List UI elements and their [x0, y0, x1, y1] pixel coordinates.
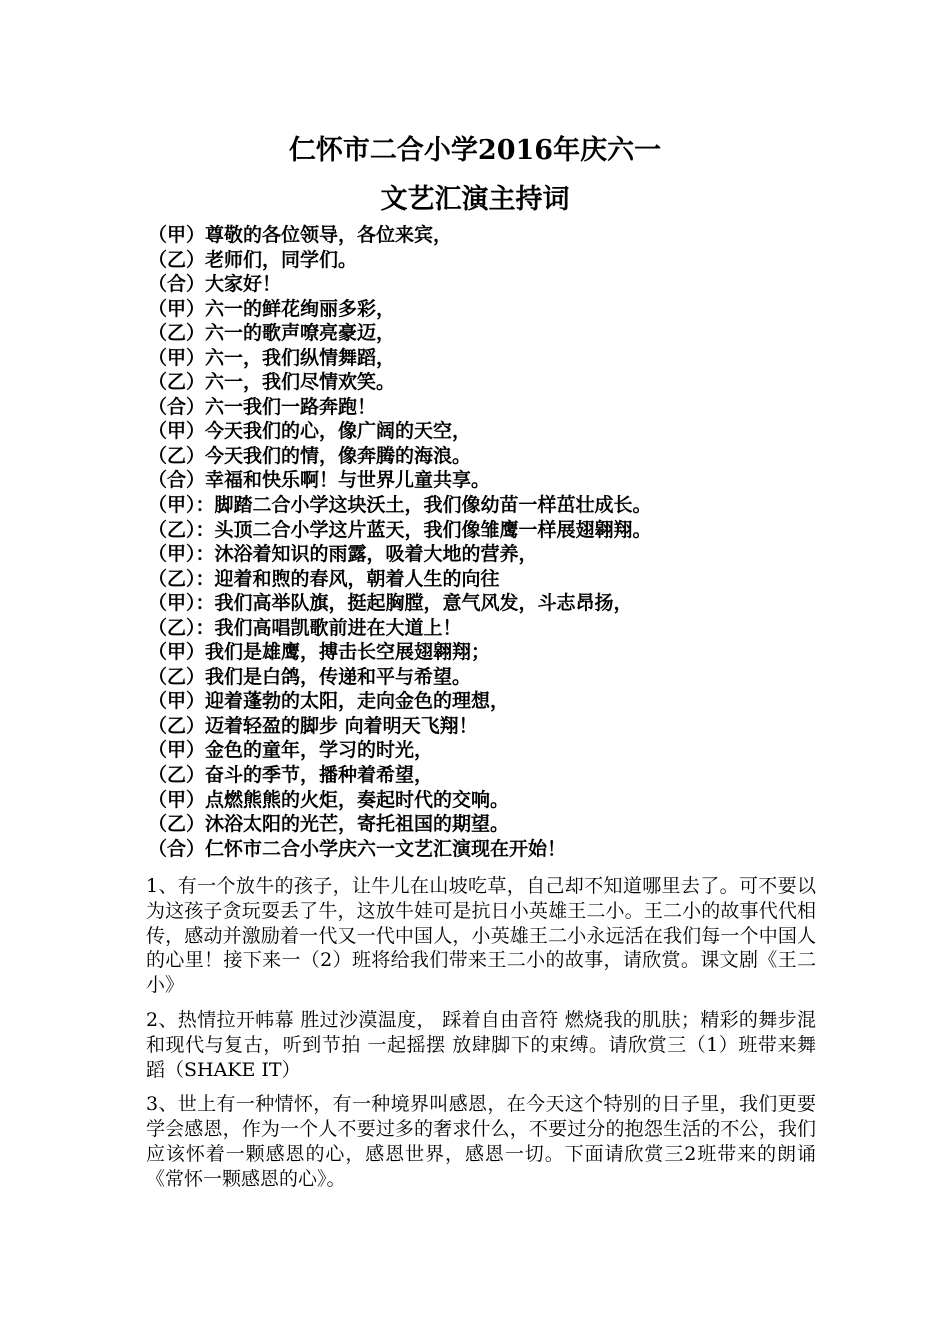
dialogue-line: （合）幸福和快乐啊！与世界儿童共享。: [148, 469, 491, 492]
dialogue-line: （甲）：沐浴着知识的雨露，吸着大地的营养，: [148, 543, 538, 566]
dialogue-line: （乙）：迎着和煦的春风，朝着人生的向往: [148, 567, 500, 590]
dialogue-line: （合）仁怀市二合小学庆六一文艺汇演现在开始！: [148, 837, 567, 860]
dialogue-line: （甲）金色的童年，学习的时光，: [148, 739, 434, 762]
program-introductions: [146, 874, 816, 1202]
dialogue-line: （甲）六一的鲜花绚丽多彩，: [148, 297, 396, 320]
dialogue-line: （乙）我们是白鸽，传递和平与希望。: [148, 665, 472, 688]
dialogue-line: （乙）六一的歌声嘹亮豪迈，: [148, 322, 396, 345]
dialogue-line: （乙）老师们，同学们。: [148, 248, 358, 271]
program-intro-paragraph: 2、热情拉开帏幕 胜过沙漠温度， 踩着自由音符 燃烧我的肌肤；精彩的舞步混和现代与复古，听到节拍 一起摇摆 放肆脚下的束缚。请欣赏三（1）班带来舞蹈（SHAKE IT）: [146, 1008, 816, 1081]
program-intro-paragraph: 1、有一个放牛的孩子，让牛儿在山坡吃草，自己却不知道哪里去了。可不要以为这孩子贪玩耍丢了牛，这放牛娃可是抗日小英雄王二小。王二小的故事代代相传，感动并激励着一代又一代中国人，小英雄王二小永远活在我们每一个中国人的心里！接下来一（2）班将给我们带来王二小的故事，请欣赏。课文剧《王二小》: [146, 875, 816, 997]
dialogue-line: （甲）今天我们的心，像广阔的天空，: [148, 420, 472, 443]
dialogue-line: （合）大家好！: [148, 273, 282, 296]
dialogue-line: （甲）点燃熊熊的火炬，奏起时代的交响。: [148, 788, 510, 811]
program-intro-paragraph: 3、世上有一种情怀，有一种境界叫感恩，在今天这个特别的日子里，我们更要学会感恩，作为一个人不要过多的奢求什么，不要过分的抱怨生活的不公，我们应该怀着一颗感恩的心，感恩世界，感恩一切。下面请欣赏三2班带来的朗诵《常怀一颗感恩的心》。: [146, 1093, 816, 1190]
dialogue-line: （乙）迈着轻盈的脚步 向着明天飞翔！: [148, 714, 478, 737]
dialogue-line: （甲）六一，我们纵情舞蹈，: [148, 346, 396, 369]
host-dialogue: [148, 223, 868, 861]
dialogue-line: （乙）：头顶二合小学这片蓝天，我们像雏鹰一样展翅翱翔。: [148, 518, 652, 541]
dialogue-line: （甲）：脚踏二合小学这块沃土，我们像幼苗一样茁壮成长。: [148, 494, 652, 517]
dialogue-line: （乙）六一，我们尽情欢笑。: [148, 371, 396, 394]
dialogue-line: （甲）：我们高举队旗，挺起胸膛，意气风发，斗志昂扬，: [148, 592, 633, 615]
document-subtitle: 文艺汇演主持词: [380, 184, 570, 215]
dialogue-line: （乙）沐浴太阳的光芒，寄托祖国的期望。: [148, 813, 510, 836]
dialogue-line: （乙）奋斗的季节，播种着希望，: [148, 764, 434, 787]
document-title: 仁怀市二合小学2016年庆六一: [288, 135, 662, 166]
dialogue-line: （甲）尊敬的各位领导，各位来宾，: [148, 224, 453, 246]
dialogue-line: （合）六一我们一路奔跑！: [148, 395, 377, 418]
dialogue-line: （甲）迎着蓬勃的太阳，走向金色的理想，: [148, 690, 510, 713]
dialogue-line: （甲）我们是雄鹰，搏击长空展翅翱翔；: [148, 641, 491, 664]
dialogue-line: （乙）：我们高唱凯歌前进在大道上！: [148, 616, 462, 639]
dialogue-line: （乙）今天我们的情，像奔腾的海浪。: [148, 444, 472, 467]
